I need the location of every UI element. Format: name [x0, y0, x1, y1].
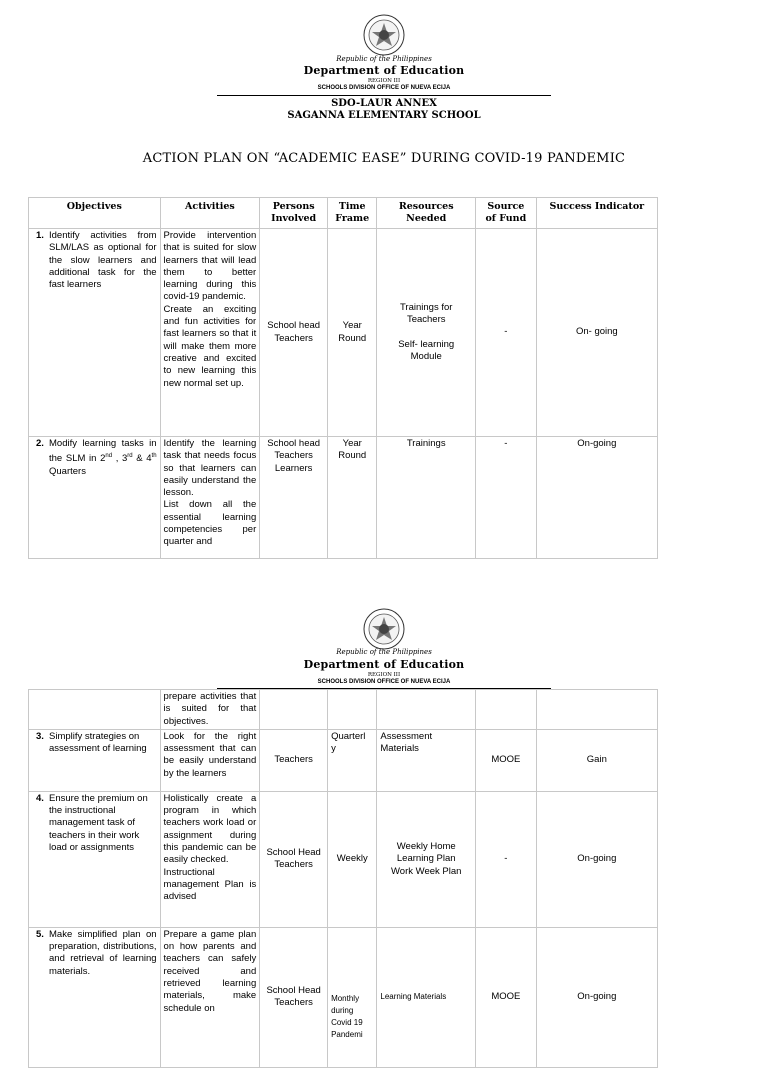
persons-cell: School Head Teachers	[260, 927, 328, 1067]
time-cell: Weekly	[328, 791, 377, 927]
header-indicator: Success Indicator	[536, 198, 657, 229]
resources-cell: Trainings for Teachers Self- learning Module	[377, 229, 476, 437]
indicator-cell: Gain	[536, 729, 657, 791]
page-separator	[0, 570, 768, 596]
activities-cell: prepare activities that is suited for that objectives.	[160, 690, 260, 730]
division-line: SCHOOLS DIVISION OFFICE OF NUEVA ECIJA	[317, 679, 451, 685]
action-plan-table	[28, 197, 658, 559]
indicator-cell: On-going	[536, 791, 657, 927]
objective-cell: 3. Simplify strategies on assessment of learning	[29, 729, 161, 791]
persons-cell: School head Teachers Learners	[260, 437, 328, 559]
fund-cell	[476, 690, 537, 730]
objective-cell: 5. Make simplified plan on preparation, distributions, and retrieval of learning materials.	[29, 927, 161, 1067]
persons-cell	[260, 690, 328, 730]
action-plan-table-continued	[28, 689, 658, 1068]
activities-cell: Prepare a game plan on how parents and teachers can safely received and retrieved learning materials, make schedule on	[160, 927, 260, 1067]
header-fund: Source of Fund	[476, 198, 537, 229]
header-time: Time Frame	[328, 198, 377, 229]
fund-cell: -	[476, 437, 537, 559]
annex-name: SDO-LAUR ANNEX	[331, 98, 437, 109]
resources-cell	[377, 690, 476, 730]
indicator-cell: On- going	[536, 229, 657, 437]
header-objectives: Objectives	[29, 198, 161, 229]
resources-cell: Weekly Home Learning Plan Work Week Plan	[377, 791, 476, 927]
persons-cell: School Head Teachers	[260, 791, 328, 927]
department-name: Department of Education	[303, 64, 465, 77]
objective-cell: 4. Ensure the premium on the instructional management task of teachers in their work load or assignments	[29, 791, 161, 927]
deped-seal-icon	[363, 14, 405, 56]
fund-cell: -	[476, 229, 537, 437]
time-cell: Quarterl y	[328, 729, 377, 791]
region-line: REGION III	[367, 78, 401, 84]
persons-cell: Teachers	[260, 729, 328, 791]
indicator-cell: On-going	[536, 927, 657, 1067]
header-rule	[217, 95, 551, 96]
resources-cell: Assessment Materials	[377, 729, 476, 791]
resources-cell: Learning Materials	[377, 927, 476, 1067]
region-line: REGION III	[367, 672, 401, 678]
indicator-cell	[536, 690, 657, 730]
activities-cell: Identify the learning task that needs focus so that learners can easily understand the lesson. List down all the essential learning competencies per quarter and	[160, 437, 260, 559]
fund-cell: MOOE	[476, 927, 537, 1067]
objective-cell: 1. Identify activities from SLM/LAS as optional for the slow learners and additional task for the fast learners	[29, 229, 161, 437]
time-cell	[328, 690, 377, 730]
table-row	[29, 927, 658, 1067]
republic-line: Republic of the Philippines	[336, 648, 432, 656]
resources-cell: Trainings	[377, 437, 476, 559]
time-cell: Year Round	[328, 229, 377, 437]
objective-cell	[29, 690, 161, 730]
activities-cell: Look for the right assessment that can be easily understand by the learners	[160, 729, 260, 791]
activities-cell: Holistically create a program in which teachers work load or assignment during this pandemic can be easily checked. Instructional management Plan is advised	[160, 791, 260, 927]
activities-cell: Provide intervention that is suited for slow learners that will lead them to better learning during this covid-19 pandemic. Create an exciting and fun activities for fast learners so that it will make them more creative and excited to new learning this new normal set up.	[160, 229, 260, 437]
document-title: ACTION PLAN ON “ACADEMIC EASE” DURING COVID-19 PANDEMIC	[142, 151, 626, 166]
table-row	[29, 229, 658, 437]
header-persons: Persons Involved	[260, 198, 328, 229]
time-cell: Monthly during Covid 19 Pandemi	[328, 927, 377, 1067]
header-activities: Activities	[160, 198, 260, 229]
department-name: Department of Education	[303, 658, 465, 671]
persons-cell: School head Teachers	[260, 229, 328, 437]
table-row	[29, 791, 658, 927]
indicator-cell: On-going	[536, 437, 657, 559]
document-page-2	[0, 596, 768, 1040]
deped-seal-icon	[363, 608, 405, 650]
table-header-row	[29, 198, 658, 229]
header-resources: Resources Needed	[377, 198, 476, 229]
division-line: SCHOOLS DIVISION OFFICE OF NUEVA ECIJA	[317, 85, 451, 91]
table-row	[29, 437, 658, 559]
table-row	[29, 729, 658, 791]
table-row	[29, 690, 658, 730]
objective-cell: 2. Modify learning tasks in the SLM in 2nd , 3rd & 4th Quarters	[29, 437, 161, 559]
fund-cell: -	[476, 791, 537, 927]
republic-line: Republic of the Philippines	[336, 55, 432, 63]
time-cell: Year Round	[328, 437, 377, 559]
school-name: SAGANNA ELEMENTARY SCHOOL	[287, 110, 481, 121]
fund-cell: MOOE	[476, 729, 537, 791]
